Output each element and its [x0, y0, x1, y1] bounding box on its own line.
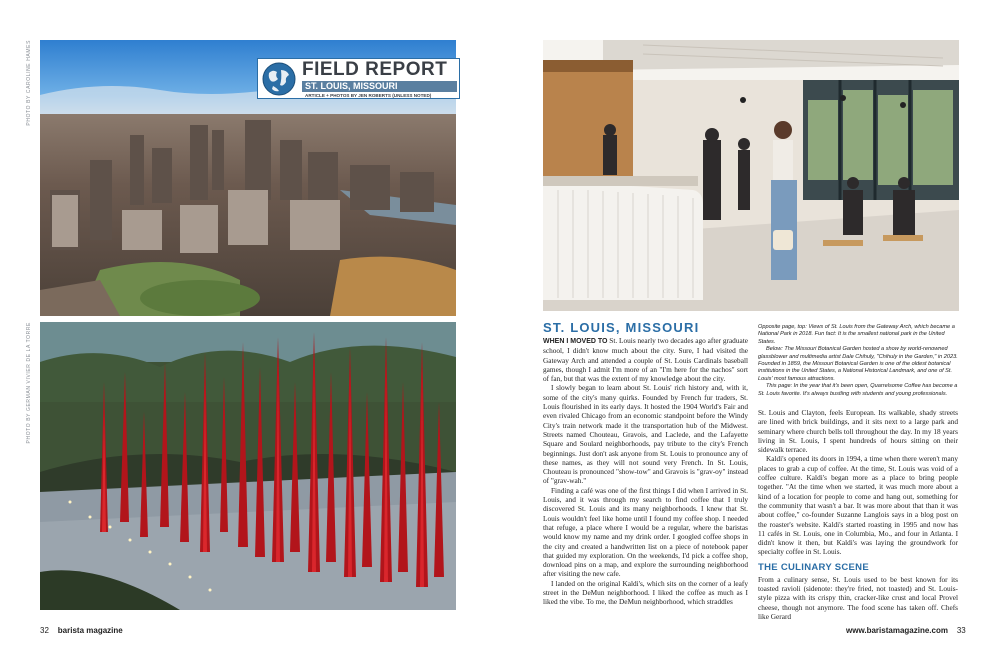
magazine-url: www.baristamagazine.com	[846, 626, 948, 635]
article-paragraph: I slowly began to learn about St. Louis' rich history and, with it, some of the city's many quirks. Founded by French fur traders, St. Louis flourished in its early days. It hosted the 1904 World's Fair and even rivaled Chicago from an economic standpoint before the Windy City's train network made it the transportation hub of the Midwest. Streets named Chouteau, Gravois, and Laclede, and the Lafayette Square and Soulard neighborhoods, pay tribute to the city's French beginnings. Just don't ask anyone from St. Louis to pronounce any of these names, as they will not sound very French. In St. Louis, Chouteau is pronounced "show-tow" and Gravois is "grav-oy" instead of "grav-wah."	[543, 383, 748, 486]
footer-right	[846, 626, 966, 635]
article-column-1	[543, 336, 748, 607]
article-headline: ST. LOUIS, MISSOURI	[543, 320, 700, 335]
article-paragraph: Finding a café was one of the first things I did when I arrived in St. Louis, and it was through my search to find coffee that I truly discovered St. Louis and its many neighborhoods. I knew that St. Louis wouldn't feel like home until I found my coffee shop. I needed that refuge, a place where I would be a regular, where the baristas would know my name and my drink order. I googled coffee shops in the city and created a handwritten list on a piece of notebook paper that guided my exploration. On the weekends, I'd pick a coffee shop, download pins on a map, and explore the surrounding neighborhood after visiting the new cafe.	[543, 485, 748, 579]
photo-captions	[758, 324, 958, 398]
footer-left	[40, 626, 123, 635]
field-report-badge	[257, 58, 460, 99]
caption-below: Below: The Missouri Botanical Garden hosted a show by world-renowned glassblower and multimedia artist Dale Chihuly, "Chihuly in the Garden," in 2023. Founded in 1859, the Missouri Botanical Garden is one of the oldest botanical institutions in the United States, a National Historical Landmark, and one of St. Louis' most famous attractions.	[758, 346, 958, 382]
page-number-left: 32	[40, 626, 49, 635]
article-paragraph: From a culinary sense, St. Louis used to be best known for its toasted ravioli (sidenote: they're fried, not toasted) and St. Louis-style pizza with its crispy thin, cracker-like crust and local Provel cheese, though not anymore. The food scene has taken off. Chefs like Gerard	[758, 574, 958, 621]
cafe-interior-photo	[543, 40, 959, 311]
article-paragraph: WHEN I MOVED TO St. Louis nearly two decades ago after graduate school, I didn't know much about the city. Sure, I had visited the Gateway Arch and attended a couple of St. Louis Cardinals baseball games, though I admit I'm more of an "I'm here for the nachos" sort of fan, but that was the extent of my knowledge about the city.	[543, 336, 748, 384]
magazine-brand: barista magazine	[57, 626, 123, 635]
globe-icon	[261, 61, 297, 97]
lead-in: WHEN I MOVED TO	[543, 338, 608, 345]
chihuly-garden-photo	[40, 322, 456, 610]
field-report-byline: ARTICLE + PHOTOS BY JEN ROBERTS (UNLESS NOTED)	[305, 93, 432, 98]
page-number-right: 33	[956, 626, 966, 635]
field-report-title: FIELD REPORT	[302, 60, 457, 80]
section-subhead: THE CULINARY SCENE	[758, 561, 869, 573]
article-column-2	[758, 408, 958, 621]
photo-credit-top: PHOTO BY CAROLINE HAMES	[26, 40, 32, 126]
article-paragraph: St. Louis and Clayton, feels European. Its walkable, shady streets are lined with brick buildings, and it sits next to a large park and seminary where church bells toll throughout the day. In my 18 years living in St. Louis, I spent hundreds of hours sitting on their sidewalk terrace.	[758, 408, 958, 455]
caption-this-page: This page: In the year that it's been open, Quarrelsome Coffee has become a St. Louis favorite. It's always bustling with students and young professionals.	[758, 383, 958, 397]
article-paragraph: I landed on the original Kaldi's, which sits on the corner of a leafy street in the DeMun neighborhood. I liked the coffee as much as I liked the vibe. To me, the DeMun neighborhood, which straddles	[543, 578, 748, 607]
photo-credit-bottom: PHOTO BY GERMAN VIVIER DE LA TORRE	[26, 322, 32, 444]
caption-top: Opposite page, top: Views of St. Louis from the Gateway Arch, which became a National Park in 2018. Fun fact: It is the smallest national park in the United States.	[758, 324, 955, 345]
article-paragraph: Kaldi's opened its doors in 1994, a time when there weren't many places to grab a cup of coffee. At the time, St. Louis was void of a coffee culture. Kaldi's began more as a place to bring people together. "At the time when we started, it was much more about a kind of a location for people to come and hang out, something for the community that wasn't a bar. It was more about that than it was about coffee," co-founder Suzanne Langlois says in a blog post on the roaster's website. Kaldi's started roasting in 1995 and now has 11 cafés in St. Louis, one in Columbia, Mo., and four in Atlanta. I didn't know it then, but Kaldi's was laying the groundwork for specialty coffee in St. Louis.	[758, 454, 958, 557]
field-report-city: ST. LOUIS, MISSOURI	[302, 81, 457, 92]
